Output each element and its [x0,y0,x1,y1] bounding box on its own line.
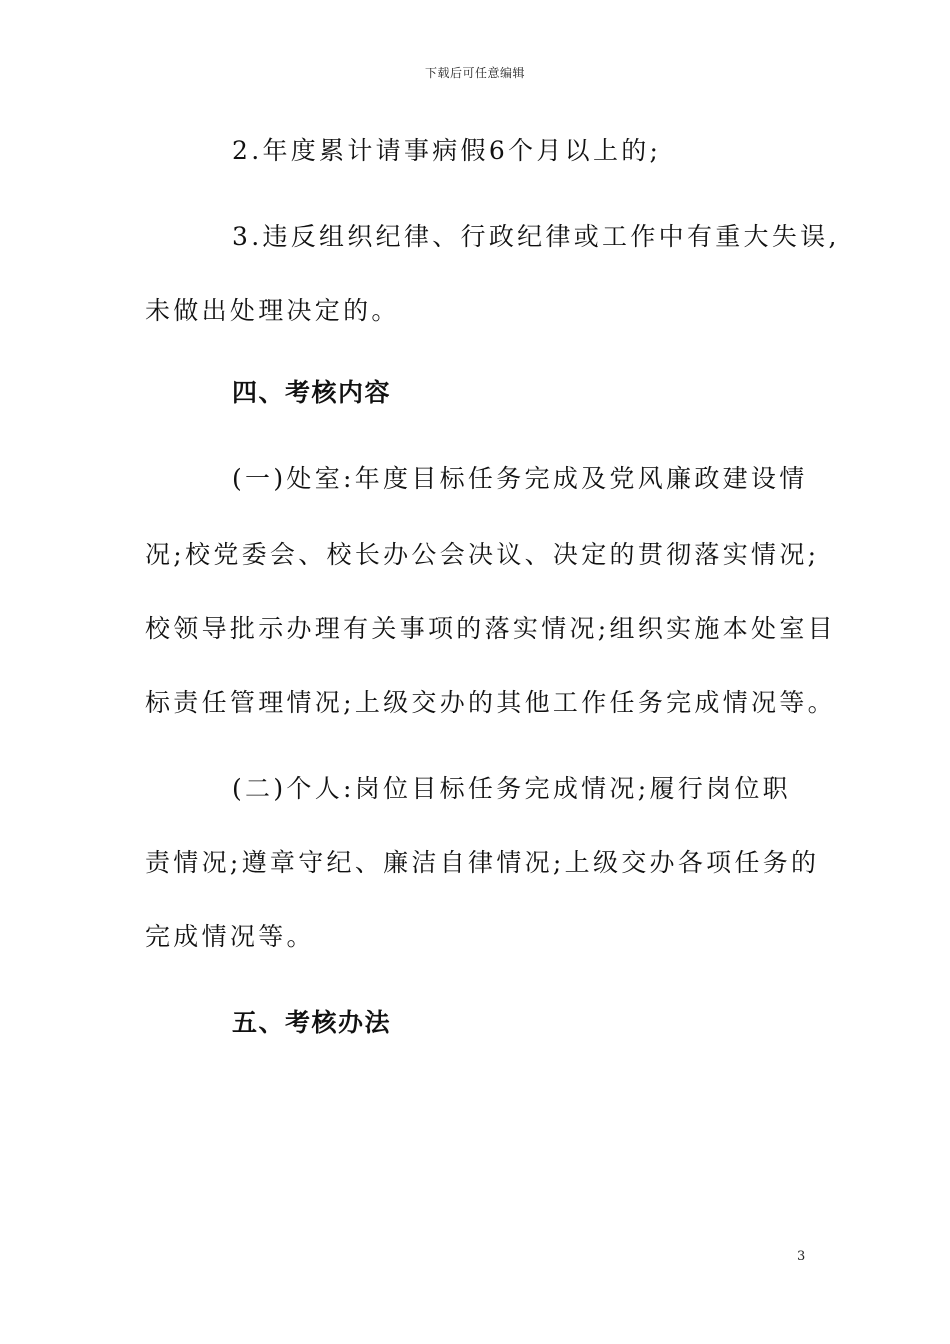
paragraph-office-line-1: (一)处室:年度目标任务完成及党风廉政建设情 [232,464,808,493]
section-title-assessment-content: 四、考核内容 [232,378,392,407]
paragraph-individual-line-2: 责情况;遵章守纪、廉洁自律情况;上级交办各项任务的 [145,848,820,877]
paragraph-office-line-2: 况;校党委会、校长办公会决议、决定的贯彻落实情况; [145,540,820,569]
page-number: 3 [797,1249,806,1264]
section-title-assessment-method: 五、考核办法 [232,1008,392,1037]
paragraph-individual-line-3: 完成情况等。 [145,922,315,951]
paragraph-office-line-4: 标责任管理情况;上级交办的其他工作任务完成情况等。 [145,688,836,717]
list-item-3-line-1: 3.违反组织纪律、行政纪律或工作中有重大失误, [232,222,840,251]
paragraph-individual-line-1: (二)个人:岗位目标任务完成情况;履行岗位职 [232,774,791,803]
list-item-2: 2.年度累计请事病假6个月以上的; [232,136,662,165]
paragraph-office-line-3: 校领导批示办理有关事项的落实情况;组织实施本处室目 [145,614,836,643]
list-item-3-line-2: 未做出处理决定的。 [145,296,400,325]
page-header: 下载后可任意编辑 [424,66,525,80]
